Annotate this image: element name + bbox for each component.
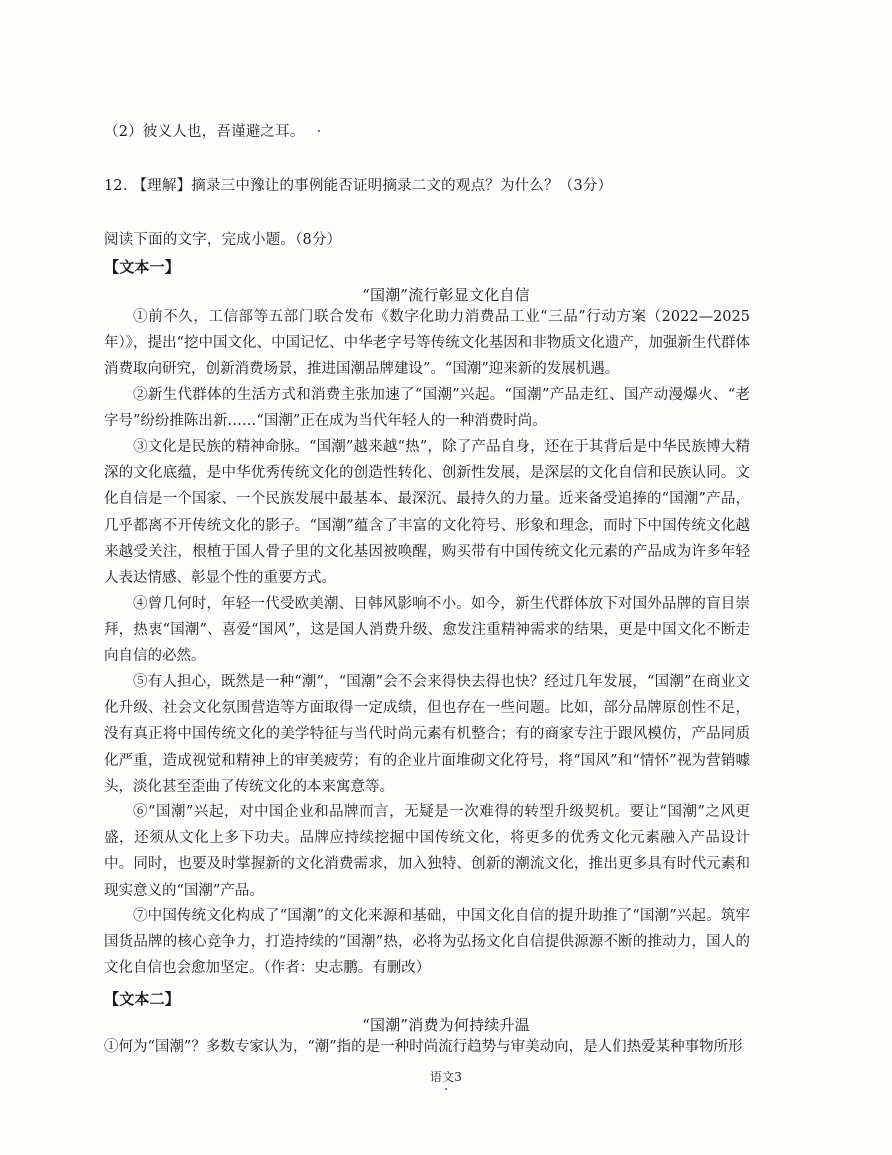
text1-paragraph: ①前不久，工信部等五部门联合发布《数字化助力消费品工业“三品”行动方案（2022—2025年）》，提出“挖中国文化、中国记忆、中华老字号等传统文化基因和非物质文化遗产，加强新生代群体消费取向研究，创新消费场景，推进国潮品牌建设”。“国潮”迎来新的发展机遇。 xyxy=(104,309,750,378)
page-footer: 语文3 xyxy=(429,1070,463,1084)
text1-paragraph: ⑦中国传统文化构成了“国潮”的文化来源和基础，中国文化自信的提升助推了“国潮”兴起。筑牢国货品牌的核心竞争力，打造持续的“国潮”热，必将为弘扬文化自信提供源源不断的推动力，国人的文化自信也会愈加坚定。（作者：史志鹏。有删改） xyxy=(104,908,750,977)
text1-paragraph: ⑥“国潮”兴起，对中国企业和品牌而言，无疑是一次难得的转型升级契机。要让“国潮”之风更盛，还须从文化上多下功夫。品牌应持续挖掘中国传统文化，将更多的优秀文化元素融入产品设计中。同时，也要及时掌握新的文化消费需求，加入独特、创新的潮流文化，推出更多具有时代元素和现实意义的“国潮”产品。 xyxy=(104,804,750,899)
text1-label: 【文本一】 xyxy=(104,258,181,276)
scan-speck xyxy=(318,130,320,132)
text1-paragraph: ③文化是民族的精神命脉。“国潮”越来越“热”，除了产品自身，还在于其背后是中华民族博大精深的文化底蕴，是中华优秀传统文化的创造性转化、创新性发展，是深层的文化自信和民族认同。文化自信是一个国家、一个民族发展中最基本、最深沉、最持久的力量。近来备受追捧的“国潮”产品，几乎都离不开传统文化的影子。“国潮”蕴含了丰富的文化符号、形象和理念，而时下中国传统文化越来越受关注，根植于国人骨子里的文化基因被唤醒，购买带有中国传统文化元素的产品成为许多年轻人表达情感、彰显个性的重要方式。 xyxy=(104,439,750,587)
text1-title: “国潮”流行彰显文化自信 xyxy=(362,286,530,304)
text1-paragraph: ⑤有人担心，既然是一种“潮”，“国潮”会不会来得快去得也快？经过几年发展，“国潮”在商业文化升级、社会文化氛围营造等方面取得一定成绩，但也存在一些问题。比如，部分品牌原创性不足，没有真正将中国传统文化的美学特征与当代时尚元素有机整合；有的商家专注于跟风模仿，产品同质化严重，造成视觉和精神上的审美疲劳；有的企业片面堆砌文化符号，将“国风”和“情怀”视为营销噱头，淡化甚至歪曲了传统文化的本来寓意等。 xyxy=(104,674,750,795)
text2-title: “国潮”消费为何持续升温 xyxy=(362,1016,530,1034)
scan-speck xyxy=(445,1088,447,1090)
text1-paragraph: ④曾几何时，年轻一代受欧美潮、日韩风影响不小。如今，新生代群体放下对国外品牌的盲目崇拜，热衷“国潮”、喜爱“国风”，这是国人消费升级、愈发注重精神需求的结果，更是中国文化不断走向自信的必然。 xyxy=(104,596,750,665)
text2-label: 【文本二】 xyxy=(104,990,181,1008)
text1-paragraph: ②新生代群体的生活方式和消费主张加速了“国潮”兴起。“国潮”产品走红、国产动漫爆火、“老字号”纷纷推陈出新……“国潮”正在成为当代年轻人的一种消费时尚。 xyxy=(104,387,750,430)
question-12: 12. 【理解】摘录三中豫让的事例能否证明摘录二文的观点？为什么？（3分） xyxy=(104,178,613,194)
sub-item-2: （2）彼义人也，吾谨避之耳。 xyxy=(104,124,305,140)
text2-paragraph: ①何为“国潮”？多数专家认为，“潮”指的是一种时尚流行趋势与审美动向，是人们热爱某种事物所形 xyxy=(104,1039,743,1055)
reading-instruction: 阅读下面的文字，完成小题。（8分） xyxy=(104,232,342,248)
